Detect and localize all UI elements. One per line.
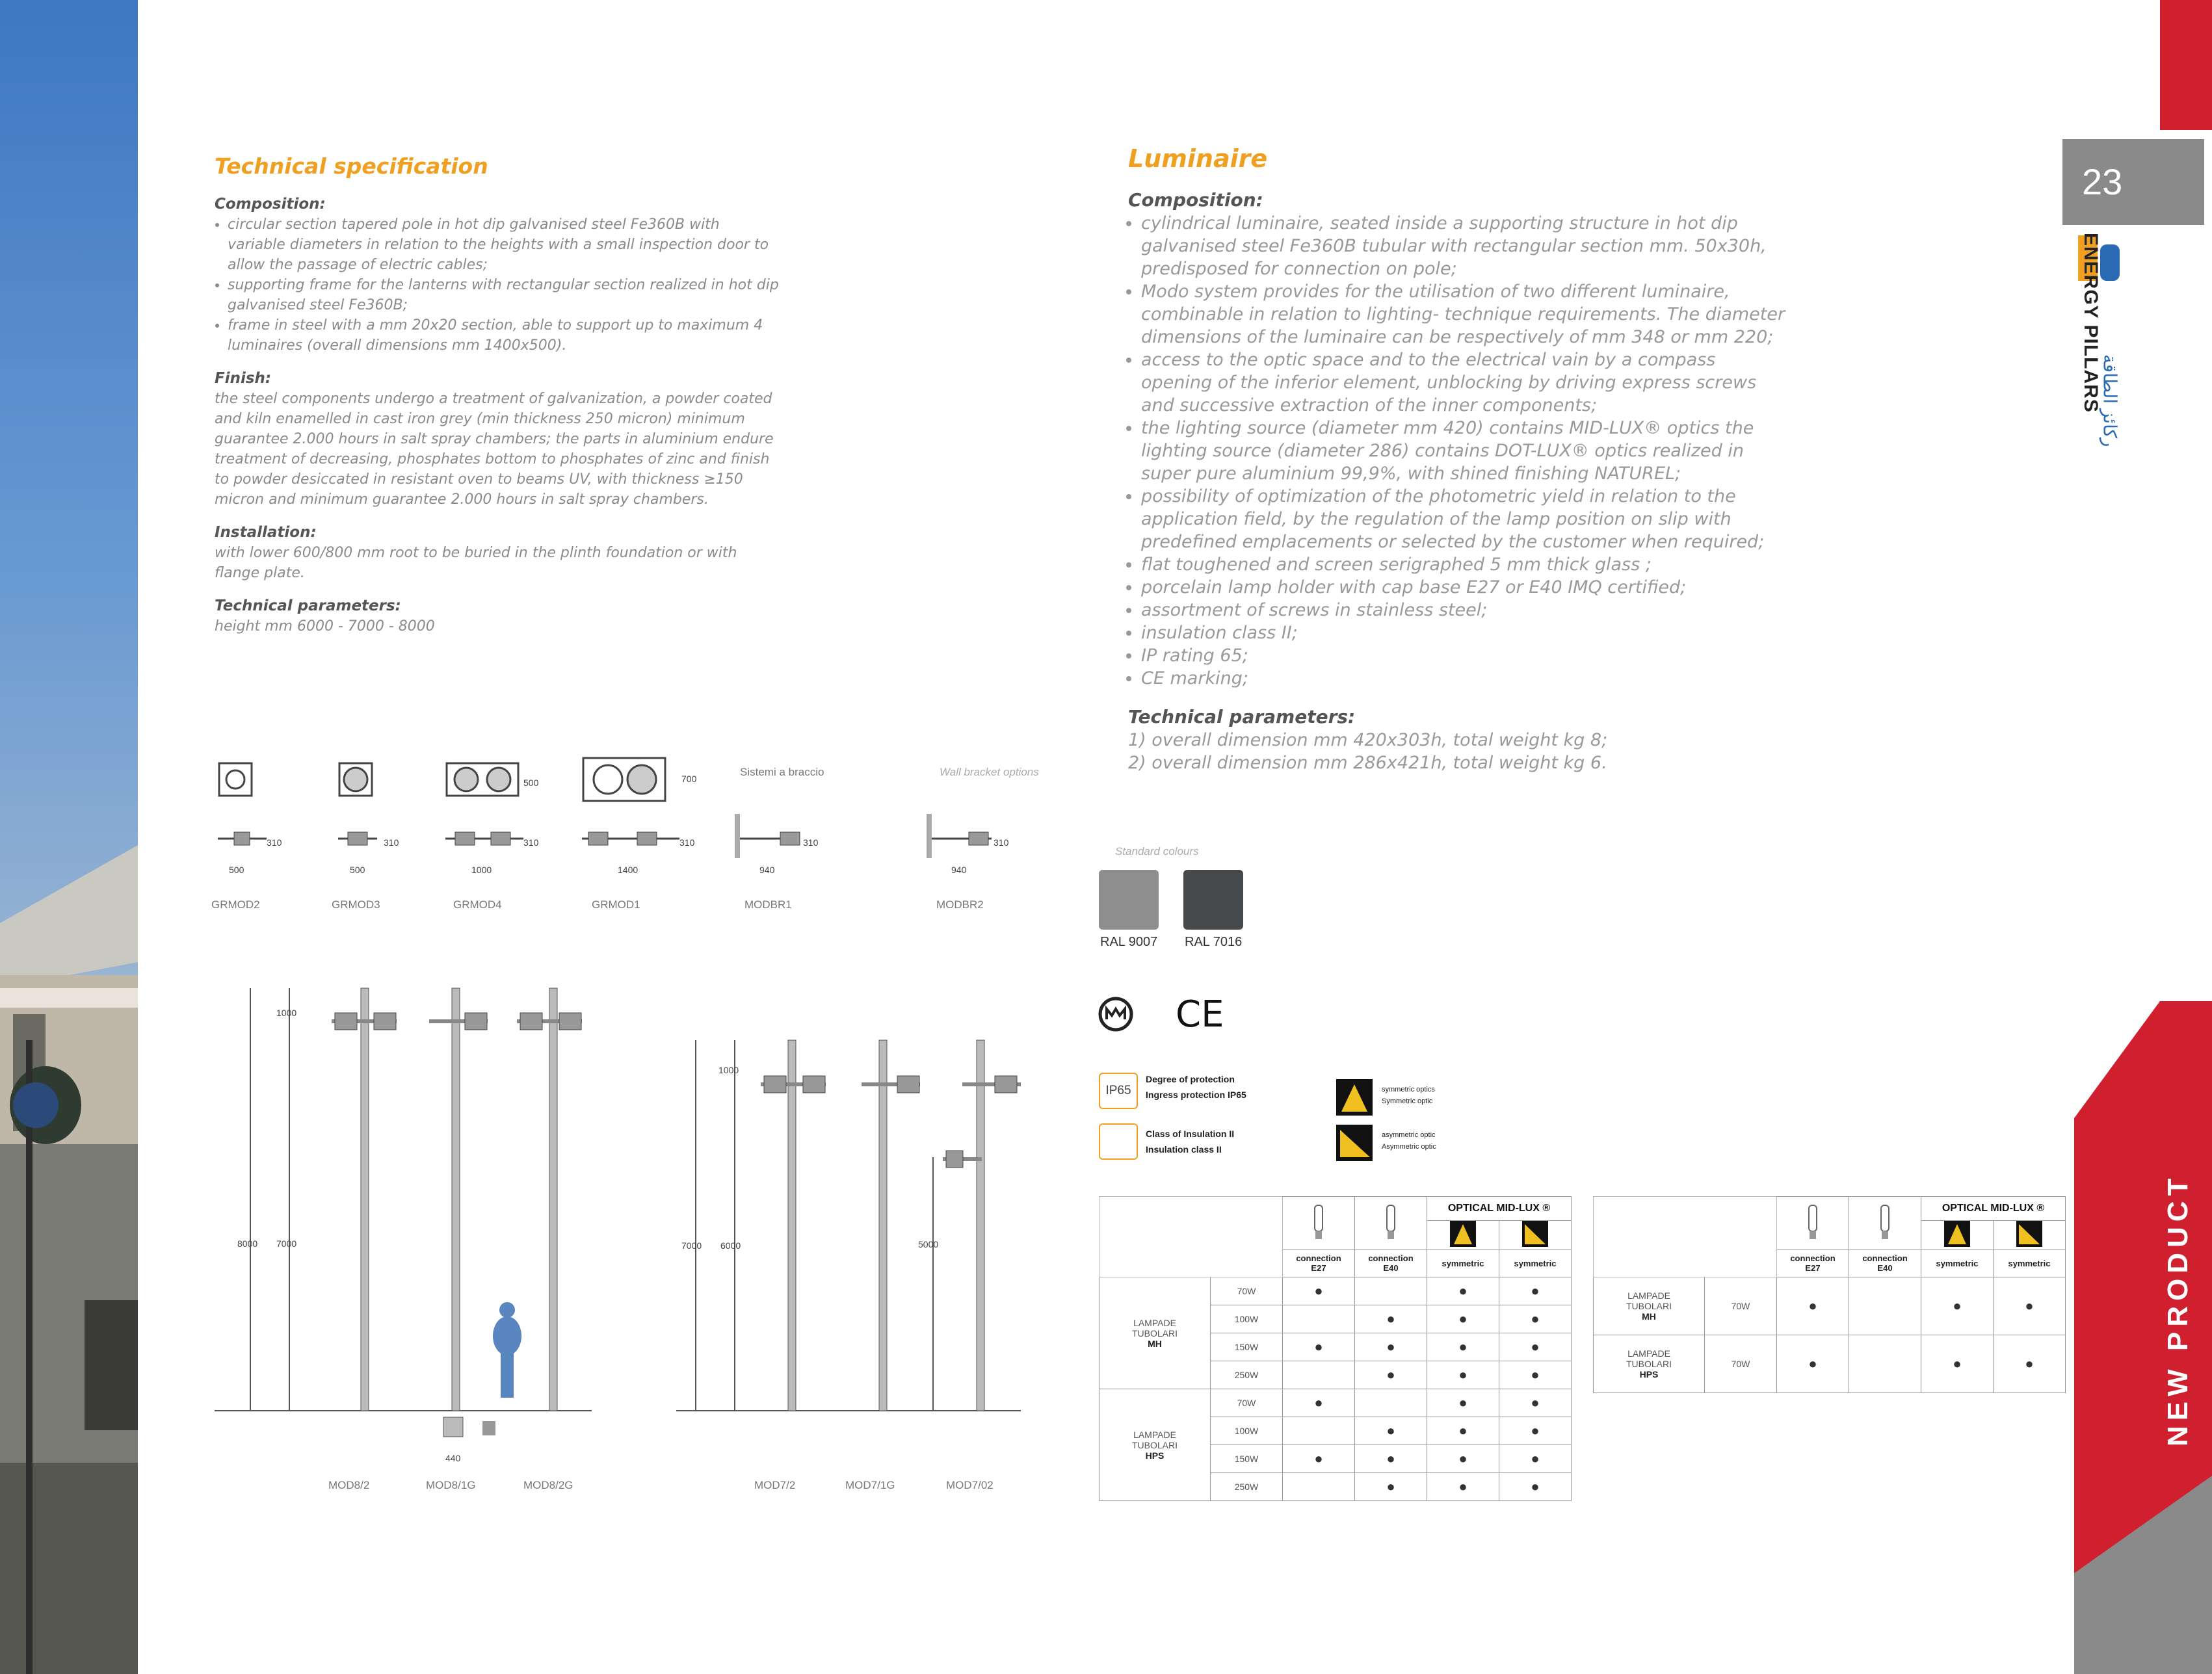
cell <box>1283 1361 1355 1389</box>
list-item: • possibility of optimization of the photometric yield in relation to the application field, by the regulation of the lamp position on slip with predefined emplacements or selected by the customer when required; <box>1141 485 1791 553</box>
cell: ● <box>1427 1305 1499 1333</box>
swatch-ral-9007 <box>1099 870 1159 930</box>
luminaire-section <box>1128 144 1791 774</box>
cell: ● <box>1427 1277 1499 1305</box>
height-label: 6000 <box>720 1240 741 1251</box>
installation-heading: Installation: <box>215 524 317 541</box>
grmod2-plan-icon <box>218 762 257 801</box>
dim-500: 500 <box>523 778 539 788</box>
ip-label-it: Degree of protection <box>1146 1074 1235 1084</box>
finish-text: the steel components undergo a treatment of galvanization, a powder coated and kiln enamelled in cast iron grey (min thickness 250 micron) minimum guarantee 2.000 hours in salt spray chambers; the parts in aluminium endure treatment of decreasing, phosphates bottom to phosphates of zinc and finish to powder desiccated in resistant oven to beams UV, with thickness ≥150 micron and minimum guarantee 2.000 hours in salt spray chambers. <box>215 391 774 508</box>
cell: ● <box>1355 1361 1427 1389</box>
poles-left-illustration <box>215 975 657 1450</box>
lum-params-heading: Technical parameters: <box>1128 706 1356 727</box>
bracket-label-it: Sistemi a braccio <box>740 766 824 778</box>
optical-header: OPTICAL MID-LUX ® <box>1427 1197 1572 1221</box>
finish-heading: Finish: <box>215 370 272 387</box>
cell: ● <box>1427 1333 1499 1361</box>
dim-310-a: 310 <box>267 837 282 848</box>
optic-legend <box>1336 1079 1531 1170</box>
brand-name: ENERGY PILLARS <box>2080 233 2101 413</box>
asym-col-icon <box>1994 1221 2066 1249</box>
col-header: symmetric <box>1427 1249 1499 1277</box>
list-item: • flat toughened and screen serigraphed 5 mm thick glass ; <box>1141 553 1791 576</box>
cell: ● <box>1283 1389 1355 1417</box>
bracket-options <box>195 754 1079 923</box>
cell: ● <box>1921 1277 1994 1335</box>
list-item: • the lighting source (diameter mm 420) contains MID-LUX® optics the lighting source (diameter 286) contains DOT-LUX® optics realized in super pure aluminium 99,9%, with shined finishing NATUREL; <box>1141 417 1791 485</box>
tech-spec-section <box>215 153 780 636</box>
swatch-ral-7016 <box>1183 870 1243 930</box>
lum-param-2: 2) overall dimension mm 286x421h, total weight kg 6. <box>1128 753 1607 773</box>
col-header: symmetric <box>1921 1249 1994 1277</box>
modbr2-side-icon <box>927 814 1005 859</box>
lamp-e40-icon <box>1355 1197 1427 1249</box>
list-item: • insulation class II; <box>1141 621 1791 644</box>
cell: ● <box>1355 1305 1427 1333</box>
dim-700: 700 <box>681 774 697 784</box>
poles-right-drawing <box>676 1027 1040 1508</box>
height-label: 7000 <box>276 1238 297 1249</box>
cell: ● <box>1427 1417 1499 1445</box>
protection-info <box>1099 1066 1307 1164</box>
cell: ● <box>1499 1445 1572 1473</box>
cell: ● <box>1427 1361 1499 1389</box>
watt-cell: 250W <box>1211 1361 1283 1389</box>
list-item: • CE marking; <box>1141 667 1791 690</box>
ip-label-en: Ingress protection IP65 <box>1146 1090 1246 1100</box>
watt-cell: 150W <box>1211 1445 1283 1473</box>
params-text: height mm 6000 - 7000 - 8000 <box>215 618 435 634</box>
model-label: GRMOD4 <box>453 898 502 911</box>
cell: ● <box>1283 1445 1355 1473</box>
model-label: MODBR2 <box>936 898 984 911</box>
grmod4-side-icon <box>445 827 530 853</box>
cell: ● <box>1921 1335 1994 1393</box>
cell <box>1849 1277 1921 1335</box>
watt-cell: 70W <box>1211 1389 1283 1417</box>
dim-top: 1000 <box>718 1065 739 1075</box>
dim-310-b: 310 <box>384 837 399 848</box>
list-item: • access to the optic space and to the electrical vain by a compass opening of the inferior element, unblocking by driving express screws and successive extraction of the inner components; <box>1141 348 1791 417</box>
list-item: • circular section tapered pole in hot dip galvanised steel Fe360B with variable diameters in relation to the heights with a small inspection door to allow the passage of electric cables; <box>228 215 780 275</box>
list-item: • Modo system provides for the utilisation of two different luminaire, combinable in relation to lighting- technique requirements. The diameter dimensions of the luminaire can be respectively of mm 348 or mm 220; <box>1141 280 1791 348</box>
cell: ● <box>1499 1333 1572 1361</box>
grmod4-plan-icon <box>445 762 530 801</box>
sym-col-icon <box>1427 1221 1499 1249</box>
installation-text: with lower 600/800 mm root to be buried in the plinth foundation or with flange plate. <box>215 545 737 581</box>
col-header: symmetric <box>1994 1249 2066 1277</box>
brand-arabic: ركائز الطاقة <box>2100 354 2120 447</box>
table-corner <box>1594 1197 1777 1277</box>
cell: ● <box>1499 1305 1572 1333</box>
height-label: 7000 <box>681 1240 702 1251</box>
dim-bottom: 500 <box>350 865 365 875</box>
watt-cell: 70W <box>1705 1277 1777 1335</box>
street-photo <box>0 0 138 1674</box>
ce-mark: CE <box>1176 993 1224 1036</box>
cell: ● <box>1499 1277 1572 1305</box>
band-white-gap <box>2160 225 2212 1018</box>
cell: ● <box>1355 1417 1427 1445</box>
list-item: • cylindrical luminaire, seated inside a supporting structure in hot dip galvanised steel Fe360B tubular with rectangular section mm. 50x30h, predisposed for connection on pole; <box>1141 212 1791 280</box>
cell: ● <box>1499 1361 1572 1389</box>
cell: ● <box>1777 1277 1849 1335</box>
lamp-e27-icon <box>1283 1197 1355 1249</box>
optics-table <box>1099 1196 1572 1501</box>
asym-label-it: asymmetric optic <box>1382 1131 1436 1139</box>
col-header: connection E27 <box>1283 1249 1355 1277</box>
brand-logo <box>2055 231 2126 446</box>
tech-spec-title: Technical specification <box>215 153 488 179</box>
asym-label-en: Asymmetric optic <box>1382 1143 1436 1151</box>
cell: ● <box>1499 1473 1572 1501</box>
class-label-it: Class of Insulation II <box>1146 1129 1235 1139</box>
list-item: • porcelain lamp holder with cap base E27 or E40 IMQ certified; <box>1141 576 1791 599</box>
cell: ● <box>1427 1473 1499 1501</box>
composition-list <box>215 215 780 356</box>
model-label: MOD7/2 <box>754 1479 796 1491</box>
lamp-e27-icon <box>1777 1197 1849 1249</box>
group-label-hps: LAMPADE TUBOLARI HPS <box>1099 1389 1211 1501</box>
base-dim: 440 <box>445 1453 461 1463</box>
group-label-hps: LAMPADE TUBOLARI HPS <box>1594 1335 1705 1393</box>
lum-composition-heading: Composition: <box>1128 189 1263 211</box>
red-band-top <box>2160 0 2212 130</box>
col-header: connection E27 <box>1777 1249 1849 1277</box>
grmod1-side-icon <box>582 827 686 853</box>
cell <box>1283 1473 1355 1501</box>
model-label: MODBR1 <box>744 898 792 911</box>
poles-right-illustration <box>676 1027 1040 1443</box>
page-number: 23 <box>2082 161 2123 202</box>
cell: ● <box>1777 1335 1849 1393</box>
class-ii-icon <box>1099 1123 1138 1160</box>
table-corner <box>1099 1197 1283 1277</box>
cell: ● <box>1427 1445 1499 1473</box>
dim-310-d: 310 <box>679 837 695 848</box>
cell <box>1283 1417 1355 1445</box>
col-header: connection E40 <box>1355 1249 1427 1277</box>
list-item: • supporting frame for the lanterns with rectangular section realized in hot dip galvanised steel Fe360B; <box>228 275 780 315</box>
watt-cell: 70W <box>1705 1335 1777 1393</box>
model-label: MOD7/02 <box>946 1479 994 1491</box>
dim-top: 1000 <box>276 1008 297 1018</box>
cell <box>1849 1335 1921 1393</box>
group-label-mh: LAMPADE TUBOLARI MH <box>1594 1277 1705 1335</box>
swatch-label: RAL 9007 <box>1100 935 1158 949</box>
cell: ● <box>1355 1445 1427 1473</box>
cell: ● <box>1283 1333 1355 1361</box>
watt-cell: 100W <box>1211 1417 1283 1445</box>
cell <box>1355 1389 1427 1417</box>
model-label: GRMOD2 <box>211 898 260 911</box>
model-label: MOD7/1G <box>845 1479 895 1491</box>
group-label-mh: LAMPADE TUBOLARI MH <box>1099 1277 1211 1389</box>
list-item: • assortment of screws in stainless steel; <box>1141 599 1791 621</box>
symmetric-optic-icon <box>1336 1079 1373 1116</box>
sym-label-it: symmetric optics <box>1382 1086 1435 1093</box>
dim-bottom: 1000 <box>471 865 492 875</box>
composition-heading: Composition: <box>215 196 326 213</box>
dim-bottom: 500 <box>229 865 244 875</box>
cell: ● <box>1283 1277 1355 1305</box>
cell <box>1283 1305 1355 1333</box>
imq-icon <box>1098 996 1134 1032</box>
standard-colours <box>1099 845 1294 956</box>
col-header: connection E40 <box>1849 1249 1921 1277</box>
dim-bottom: 1400 <box>618 865 639 875</box>
optics-table <box>1593 1196 2066 1393</box>
bracket-label-en: Wall bracket options <box>940 766 1039 778</box>
dim-bottom: 940 <box>951 865 967 875</box>
watt-cell: 70W <box>1211 1277 1283 1305</box>
watt-cell: 250W <box>1211 1473 1283 1501</box>
sym-label-en: Symmetric optic <box>1382 1097 1433 1105</box>
dim-310-e: 310 <box>803 837 819 848</box>
swatch-label: RAL 7016 <box>1185 935 1243 949</box>
cell: ● <box>1355 1333 1427 1361</box>
photo-illustration <box>0 0 138 1674</box>
asym-col-icon <box>1499 1221 1572 1249</box>
grmod2-side-icon <box>218 827 270 853</box>
class-label-en: Insulation class II <box>1146 1144 1222 1155</box>
model-label: MOD8/2 <box>328 1479 370 1491</box>
lum-param-1: 1) overall dimension mm 420x303h, total weight kg 8; <box>1128 730 1608 750</box>
model-label: MOD8/2G <box>523 1479 573 1491</box>
cell: ● <box>1499 1417 1572 1445</box>
cell: ● <box>1499 1389 1572 1417</box>
luminaire-title: Luminaire <box>1128 144 1268 173</box>
cell: ● <box>1355 1473 1427 1501</box>
dim-310-f: 310 <box>994 837 1009 848</box>
model-label: GRMOD1 <box>592 898 640 911</box>
cell: ● <box>1994 1277 2066 1335</box>
model-label: GRMOD3 <box>332 898 380 911</box>
col-header: symmetric <box>1499 1249 1572 1277</box>
lamp-e40-icon <box>1849 1197 1921 1249</box>
new-product-label: NEW PRODUCT <box>2162 1173 2194 1446</box>
poles-left-drawing <box>215 975 657 1508</box>
model-label: MOD8/1G <box>426 1479 476 1491</box>
asymmetric-optic-icon <box>1336 1125 1373 1161</box>
ip65-badge: IP65 <box>1099 1073 1138 1109</box>
optics-table-left <box>1099 1196 1572 1501</box>
optical-header: OPTICAL MID-LUX ® <box>1921 1197 2066 1221</box>
list-item: • IP rating 65; <box>1141 644 1791 667</box>
params-heading: Technical parameters: <box>215 597 401 614</box>
sym-col-icon <box>1921 1221 1994 1249</box>
height-label: 8000 <box>237 1238 258 1249</box>
lum-composition-list <box>1128 212 1791 690</box>
optics-table-right <box>1593 1196 2066 1393</box>
dim-bottom: 940 <box>759 865 775 875</box>
cell <box>1355 1277 1427 1305</box>
dim-310-c: 310 <box>523 837 539 848</box>
watt-cell: 150W <box>1211 1333 1283 1361</box>
grmod1-plan-icon <box>582 757 673 805</box>
watt-cell: 100W <box>1211 1305 1283 1333</box>
cell: ● <box>1427 1389 1499 1417</box>
modbr1-side-icon <box>735 814 813 859</box>
side-height: 5000 <box>918 1239 939 1249</box>
grmod3-side-icon <box>338 827 390 853</box>
grmod3-plan-icon <box>338 762 377 801</box>
cell: ● <box>1994 1335 2066 1393</box>
colours-label: Standard colours <box>1115 845 1199 857</box>
list-item: • frame in steel with a mm 20x20 section, able to support up to maximum 4 luminaires (overall dimensions mm 1400x500). <box>228 315 780 356</box>
